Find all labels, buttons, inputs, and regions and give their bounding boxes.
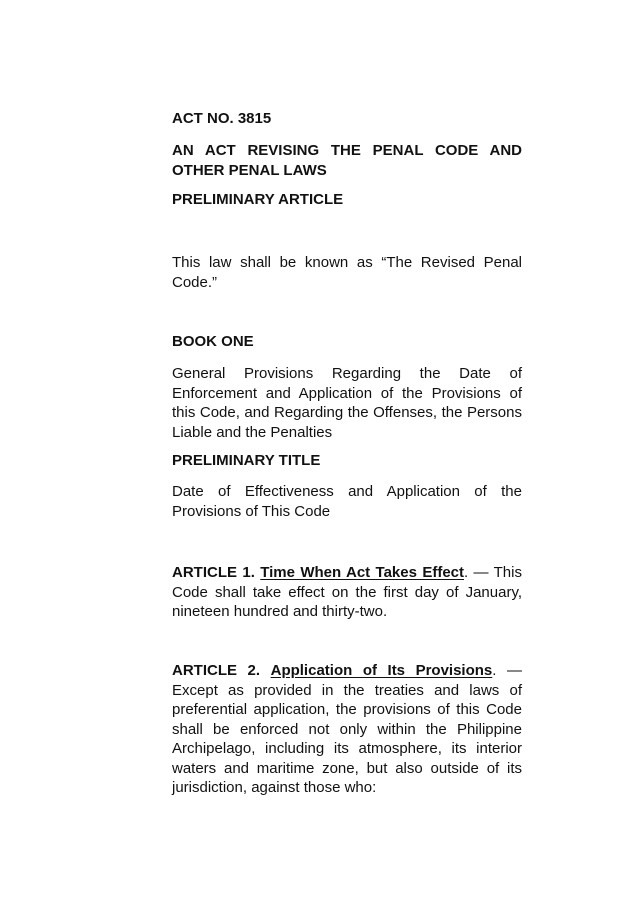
article-2-title: Application of Its Provisions [270,662,493,679]
article-2-separator: . — [492,662,522,679]
act-title: AN ACT REVISING THE PENAL CODE AND OTHER PENAL LAWS [172,142,522,179]
article-2 [172,661,522,798]
preliminary-article-text: This law shall be known as “The Revised Penal Code.” [172,254,522,291]
article-1-separator: . — [464,564,494,581]
preliminary-title-description: Date of Effectiveness and Application of the Provisions of This Code [172,483,522,520]
book-one-heading: BOOK ONE [172,333,254,350]
article-1-label: ARTICLE 1. [172,564,255,581]
preliminary-title-heading: PRELIMINARY TITLE [172,452,321,469]
article-2-label: ARTICLE 2. [172,662,261,679]
article-2-text: Except as provided in the treaties and laws of preferential application, the provisions of this Code shall be enforced not only within the Philippine Archipelago, including its atmosphere, its interior waters and maritime zone, but also outside of its jurisdiction, against those who: [172,681,522,796]
article-1-title: Time When Act Takes Effect [260,564,464,581]
act-number: ACT NO. 3815 [172,110,272,127]
preliminary-article-heading: PRELIMINARY ARTICLE [172,191,344,208]
book-one-description: General Provisions Regarding the Date of Enforcement and Application of the Provisions of this Code, and Regarding the Offenses, the Persons Liable and the Penalties [172,365,522,441]
article-1-text: This Code shall take effect on the first day of January, nineteen hundred and thirty-two. [172,564,522,620]
article-1 [172,563,522,622]
